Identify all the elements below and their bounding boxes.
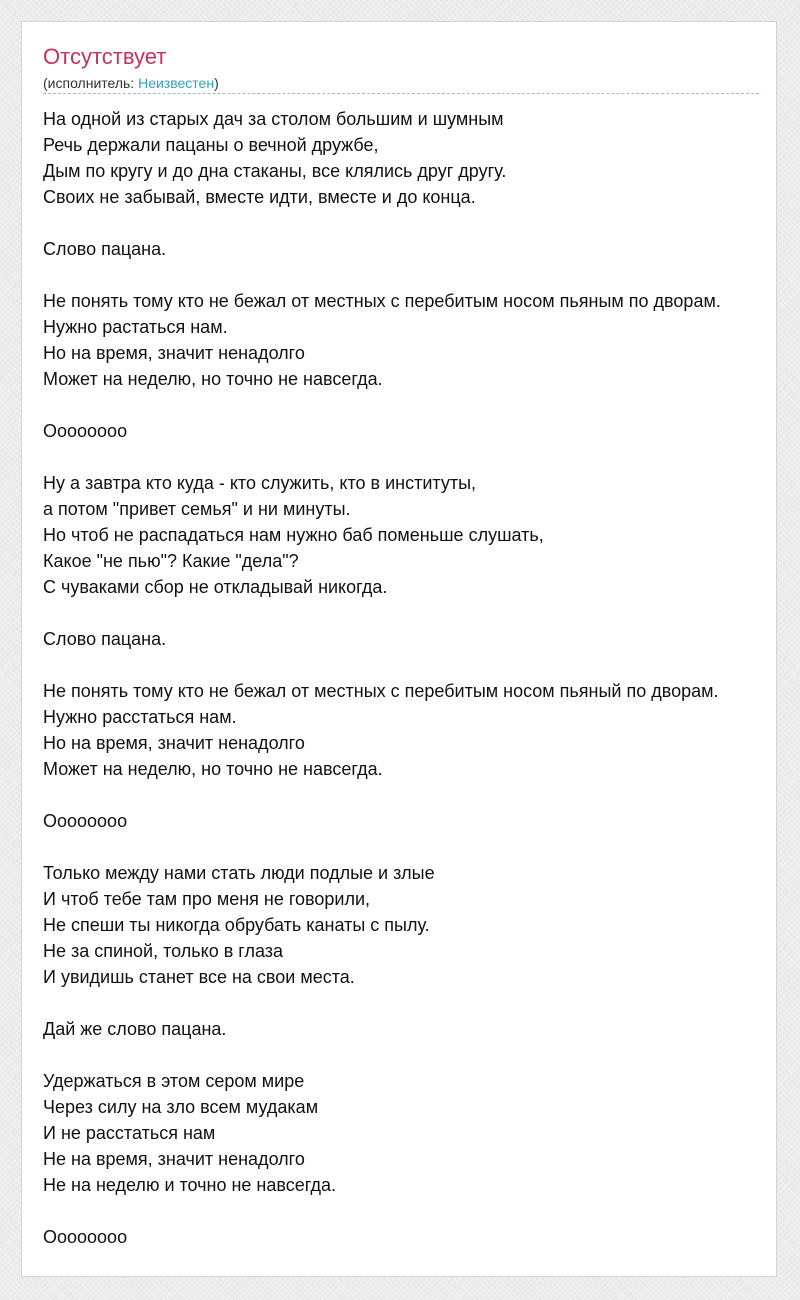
lyrics-text <box>43 106 721 1250</box>
lyric-line: Какое "не пью"? Какие "дела"? <box>43 551 299 571</box>
lyric-line: Не спеши ты никогда обрубать канаты с пылу. <box>43 915 430 935</box>
artist-suffix: ) <box>214 75 219 91</box>
lyric-line: Через силу на зло всем мудакам <box>43 1097 319 1117</box>
lyric-line: Может на неделю, но точно не навсегда. <box>43 369 383 389</box>
lyric-blank-line <box>43 392 721 418</box>
lyric-blank-line <box>43 600 721 626</box>
lyric-line: Оооооооо <box>43 1227 128 1247</box>
lyric-blank-line <box>43 1198 721 1224</box>
lyric-line: Ну а завтра кто куда - кто служить, кто в институты, <box>43 473 477 493</box>
lyric-line: Нужно растаться нам. <box>43 317 228 337</box>
title-divider <box>43 93 759 94</box>
lyric-line: С чуваками сбор не откладывай никогда. <box>43 577 388 597</box>
artist-link[interactable]: Неизвестен <box>138 75 215 91</box>
lyric-line: Удержаться в этом сером мире <box>43 1071 305 1091</box>
lyric-line: И чтоб тебе там про меня не говорили, <box>43 889 371 909</box>
lyric-line: Оооооооо <box>43 421 128 441</box>
lyric-blank-line <box>43 1042 721 1068</box>
lyric-blank-line <box>43 444 721 470</box>
lyric-blank-line <box>43 652 721 678</box>
lyric-line: На одной из старых дач за столом большим и шумным <box>43 109 504 129</box>
lyric-line: Но на время, значит ненадолго <box>43 343 305 363</box>
lyric-line: Дай же слово пацана. <box>43 1019 227 1039</box>
lyric-line: Не на время, значит ненадолго <box>43 1149 305 1169</box>
lyric-line: Оооооооо <box>43 811 128 831</box>
lyric-blank-line <box>43 262 721 288</box>
lyric-line: Не понять тому кто не бежал от местных с перебитым носом пьяный по дворам. <box>43 681 719 701</box>
lyric-line: Но чтоб не распадаться нам нужно баб поменьше слушать, <box>43 525 544 545</box>
lyric-blank-line <box>43 782 721 808</box>
lyric-line: Речь держали пацаны о вечной дружбе, <box>43 135 379 155</box>
lyric-line: Своих не забывай, вместе идти, вместе и до конца. <box>43 187 476 207</box>
lyric-line: Не за спиной, только в глаза <box>43 941 284 961</box>
song-title: Отсутствует <box>43 44 167 69</box>
lyric-line: Нужно расстаться нам. <box>43 707 237 727</box>
lyric-line: И увидишь станет все на свои места. <box>43 967 355 987</box>
lyric-blank-line <box>43 990 721 1016</box>
lyric-line: Слово пацана. <box>43 629 167 649</box>
lyric-blank-line <box>43 210 721 236</box>
lyric-line: Но на время, значит ненадолго <box>43 733 305 753</box>
lyric-line: Дым по кругу и до дна стаканы, все клялись друг другу. <box>43 161 507 181</box>
lyric-line: Может на неделю, но точно не навсегда. <box>43 759 383 779</box>
lyric-line: Не на неделю и точно не навсегда. <box>43 1175 337 1195</box>
lyric-line: И не расстаться нам <box>43 1123 216 1143</box>
artist-prefix: (исполнитель: <box>43 75 139 91</box>
lyrics-card <box>21 21 777 1277</box>
lyric-line: Только между нами стать люди подлые и злые <box>43 863 435 883</box>
lyric-line: Слово пацана. <box>43 239 167 259</box>
lyric-blank-line <box>43 834 721 860</box>
artist-line <box>43 74 219 92</box>
lyric-line: Не понять тому кто не бежал от местных с перебитым носом пьяным по дворам. <box>43 291 721 311</box>
lyric-line: а потом "привет семья" и ни минуты. <box>43 499 351 519</box>
